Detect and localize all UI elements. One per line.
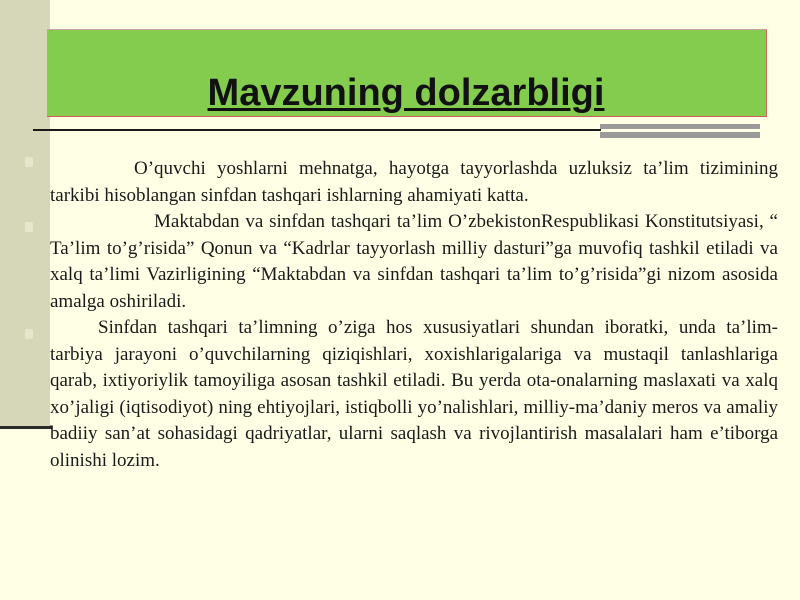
title-rule-accent-gap <box>600 129 760 132</box>
slide-title: Mavzuning dolzarbligi <box>207 72 605 114</box>
side-decoration-bar <box>0 0 50 428</box>
bullet-icon <box>25 222 33 232</box>
slide-body <box>50 156 778 474</box>
title-rule <box>33 129 601 131</box>
paragraph-1: O’quvchi yoshlarni mehnatga, hayotga tayyorlashda uzluksiz ta’lim tizimining tarkibi hisoblangan sinfdan tashqari ishlarning ahamiyati katta. <box>50 158 778 206</box>
paragraph-2: Maktabdan va sinfdan tashqari ta’lim O’zbekistonRespublikasi Konstitutsiyasi, “ Ta’lim to’g’risida” Qonun va “Kadrlar tayyorlash milliy dasturi”ga muvofiq tashkil etiladi va xalq ta’limi Vazirligining “Maktabdan va sinfdan tashqari ta’lim to’g’risida”gi nizom asosida amalga oshiriladi. <box>50 211 778 312</box>
paragraph-3: Sinfdan tashqari ta’limning o’ziga hos xususiyatlari shundan iboratki, unda ta’lim-tarbiya jarayoni o’quvchilarning qiziqishlari, xoxishlarigalariga va mustaqil tanlashlariga qarab, ixtiyoriylik tamoyiliga asosan tashkil etiladi. Bu yerda ota-onalarning maslaxati va xalq xo’jaligi (iqtisodiyot) ning ehtiyojlari, istiqbolli yo’nalishlari, milliy-ma’daniy meros va amaliy badiiy san’at sohasidagi qadriyatlar, ularni saqlash va rivojlantirish masalalari ham e’tiborga olinishi lozim. <box>50 317 778 471</box>
bullet-icon <box>25 157 33 167</box>
side-decoration-line <box>0 426 52 429</box>
bullet-icon <box>25 329 33 339</box>
